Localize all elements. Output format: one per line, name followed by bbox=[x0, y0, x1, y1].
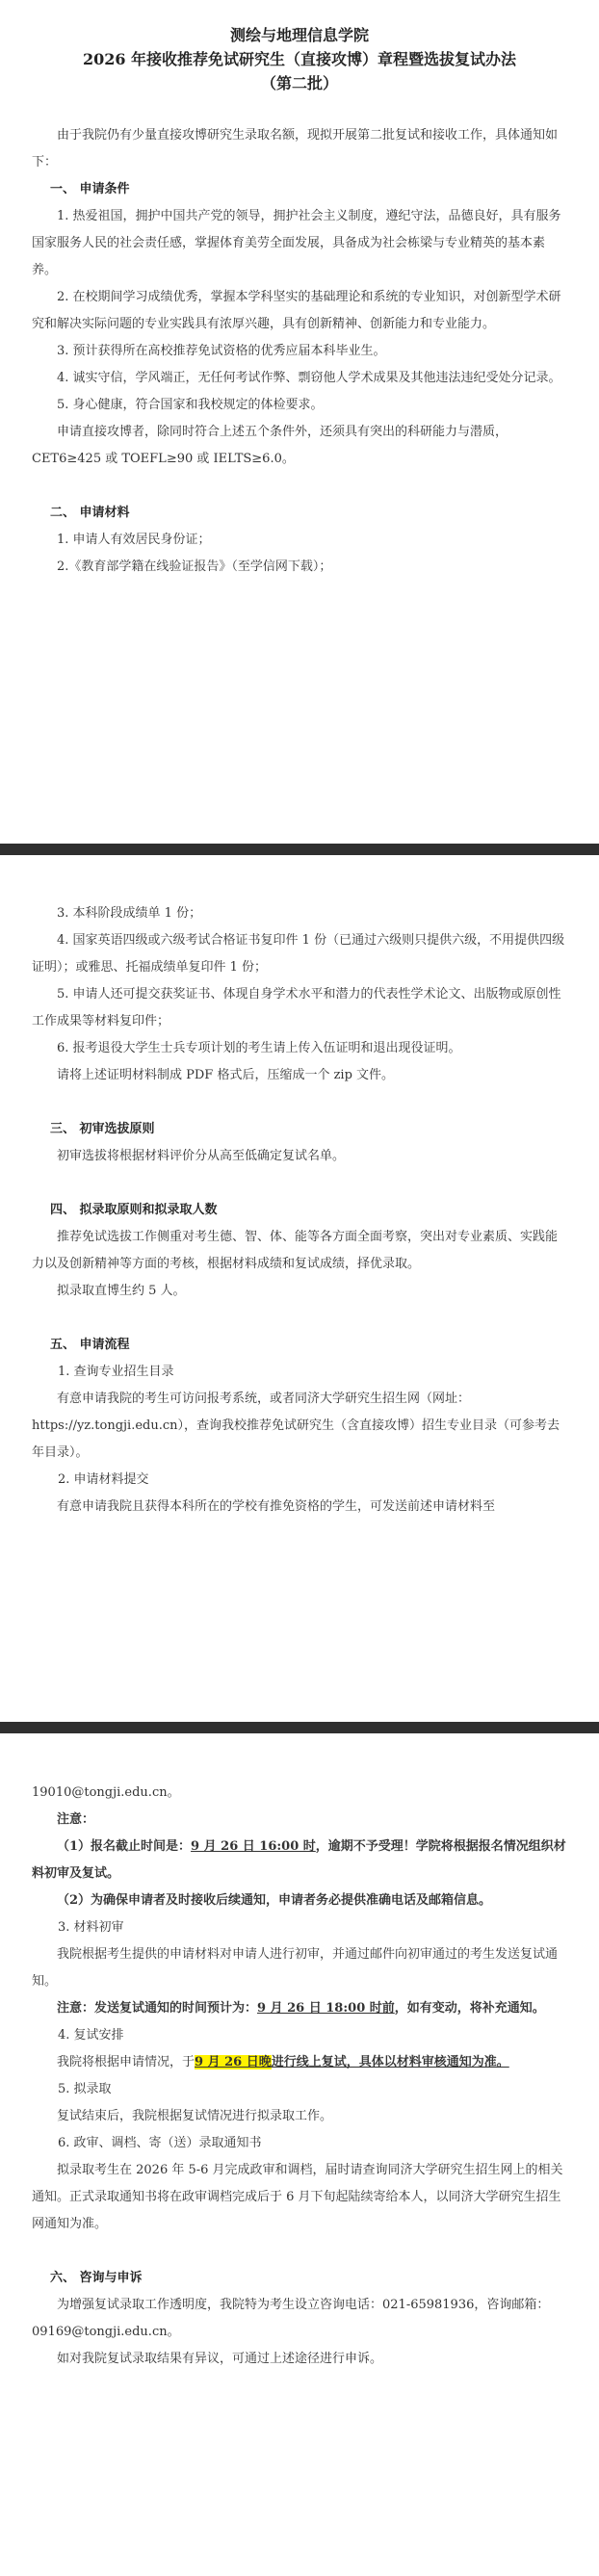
s5-sub-1: 1. 查询专业招生目录 bbox=[58, 1365, 174, 1379]
s5-paragraph-5: 复试结束后，我院根据复试情况进行拟录取工作。 bbox=[57, 2109, 333, 2123]
s4-paragraph-2: 拟录取直博生约 5 人。 bbox=[57, 1284, 186, 1298]
notice-date: 9 月 26 日 18:00 时前 bbox=[257, 2001, 395, 2016]
intro-paragraph: 由于我院仍有少量直接攻博研究生录取名额，现拟开展第二批复试和接收工作，具体通知如下： bbox=[32, 128, 559, 169]
page-3 bbox=[0, 1780, 599, 2373]
s5-paragraph-6: 拟录取考生在 2026 年 5-6 月完成政审和调档，届时请查询同济大学研究生招生网上的相关通知。正式录取通知书将在政审调档完成后于 6 月下旬起陆续寄给本人，以同济大学研究生招生网通知为准。 bbox=[32, 2163, 563, 2231]
s1-item-3: 3. 预计获得所在高校推荐免试资格的优秀应届本科毕业生。 bbox=[57, 344, 386, 358]
note-3-b: ，如有变动，将补充通知。 bbox=[394, 2001, 545, 2016]
s5-sub-5: 5. 拟录取 bbox=[58, 2082, 112, 2096]
note-3 bbox=[0, 1995, 599, 2022]
note-3-a: 注意：发送复试通知的时间预计为： bbox=[57, 2001, 258, 2016]
s3-paragraph: 初审选拔将根据材料评价分从高至低确定复试名单。 bbox=[57, 1149, 346, 1163]
s5-sub-3: 3. 材料初审 bbox=[58, 1920, 124, 1935]
s5-paragraph-3: 我院根据考生提供的申请材料对申请人进行初审，并通过邮件向初审通过的考生发送复试通知。 bbox=[32, 1947, 559, 1989]
doc-title-main: 2026 年接收推荐免试研究生（直接攻博）章程暨选拔复试办法 bbox=[82, 50, 517, 68]
s1-item-2: 2. 在校期间学习成绩优秀，掌握本学科坚实的基础理论和系统的专业知识，对创新型学术研究和解决实际问题的专业实践具有浓厚兴趣，具有创新精神、创新能力和专业能力。 bbox=[32, 290, 561, 331]
page-separator-2 bbox=[0, 1722, 599, 1733]
page-separator-1 bbox=[0, 844, 599, 855]
s1-item-6: 申请直接攻博者，除同时符合上述五个条件外，还须具有突出的科研能力与潜质，CET6≥425 或 TOEFL≥90 或 IELTS≥6.0。 bbox=[32, 425, 508, 466]
s2-item-3: 3. 本科阶段成绩单 1 份； bbox=[57, 906, 202, 921]
s1-item-5: 5. 身心健康，符合国家和我校规定的体检要求。 bbox=[57, 398, 324, 412]
s5-paragraph-2: 有意申请我院且获得本科所在的学校有推免资格的学生，可发送前述申请材料至 bbox=[57, 1499, 496, 1514]
note-label: 注意： bbox=[57, 1812, 95, 1827]
s4-paragraph-1: 推荐免试选拔工作侧重对考生德、智、体、能等各方面全面考察，突出对专业素质、实践能力以及创新精神等方面的考核，根据材料成绩和复试成绩，择优录取。 bbox=[32, 1230, 559, 1271]
section-5-heading: 五、 申请流程 bbox=[50, 1338, 130, 1352]
s2-item-4: 4. 国家英语四级或六级考试合格证书复印件 1 份（已通过六级则只提供六级，不用提供四级证明）；或雅思、托福成绩单复印件 1 份； bbox=[32, 933, 565, 975]
s5-sub-4: 4. 复试安排 bbox=[58, 2028, 124, 2043]
doc-title-batch: （第二批） bbox=[260, 74, 338, 92]
s1-item-1: 1. 热爱祖国，拥护中国共产党的领导，拥护社会主义制度，遵纪守法，品德良好，具有服务国家服务人民的社会责任感，掌握体育美劳全面发展，具备成为社会栋梁与专业精英的基本素养。 bbox=[32, 209, 561, 277]
s5-paragraph-4 bbox=[0, 2049, 599, 2076]
s2-item-6: 6. 报考退役大学生士兵专项计划的考生请上传入伍证明和退出现役证明。 bbox=[57, 1041, 461, 1055]
section-6-heading: 六、 咨询与申诉 bbox=[50, 2271, 143, 2285]
s5-paragraph-1: 有意申请我院的考生可访问报考系统，或者同济大学研究生招生网（网址：https://yz.tongji.edu.cn），查询我校推荐免试研究生（含直接攻博）招生专业目录（可参考去年目录）。 bbox=[32, 1392, 560, 1460]
interview-date-highlight: 9 月 26 日晚 bbox=[195, 2055, 272, 2069]
s2-item-5: 5. 申请人还可提交获奖证书、体现自身学术水平和潜力的代表性学术论文、出版物或原创性工作成果等材料复印件； bbox=[32, 987, 561, 1028]
s6-paragraph-2: 如对我院复试录取结果有异议，可通过上述途径进行申诉。 bbox=[57, 2352, 383, 2366]
note-1 bbox=[0, 1834, 599, 1887]
s5-sub-2: 2. 申请材料提交 bbox=[58, 1472, 149, 1487]
section-1-heading: 一、 申请条件 bbox=[50, 182, 130, 196]
section-2-heading: 二、 申请材料 bbox=[50, 506, 130, 520]
page-1 bbox=[0, 23, 599, 581]
s2-item-2: 2.《教育部学籍在线验证报告》（至学信网下载）； bbox=[57, 559, 332, 574]
deadline-date: 9 月 26 日 16:00 时 bbox=[191, 1839, 316, 1854]
p4-b: 进行线上复试，具体以材料审核通知为准。 bbox=[271, 2055, 509, 2069]
s1-item-4: 4. 诚实守信，学风端正，无任何考试作弊、剽窃他人学术成果及其他违法违纪受处分记录。 bbox=[57, 371, 561, 385]
note-1-b: ，逾期不予受理！学院将根据报名情况组织材料初审及复试。 bbox=[32, 1839, 566, 1881]
s6-paragraph-1: 为增强复试录取工作透明度，我院特为考生设立咨询电话：021-65981936，咨询邮箱：09169@tongji.edu.cn。 bbox=[32, 2298, 550, 2339]
email-line: 19010@tongji.edu.cn。 bbox=[32, 1785, 180, 1800]
note-1-a: （1）报名截止时间是： bbox=[57, 1839, 192, 1854]
doc-title-college: 测绘与地理信息学院 bbox=[229, 26, 369, 44]
section-3-heading: 三、 初审选拔原则 bbox=[50, 1122, 155, 1136]
section-4-heading: 四、 拟录取原则和拟录取人数 bbox=[50, 1203, 218, 1217]
page-2 bbox=[0, 900, 599, 1521]
s5-sub-6: 6. 政审、调档、寄（送）录取通知书 bbox=[58, 2136, 262, 2150]
s2-note: 请将上述证明材料制成 PDF 格式后，压缩成一个 zip 文件。 bbox=[57, 1068, 395, 1082]
p4-a: 我院将根据申请情况，于 bbox=[57, 2055, 195, 2069]
note-2: （2）为确保申请者及时接收后续通知，申请者务必提供准确电话及邮箱信息。 bbox=[57, 1893, 492, 1908]
s2-item-1: 1. 申请人有效居民身份证； bbox=[57, 533, 211, 547]
